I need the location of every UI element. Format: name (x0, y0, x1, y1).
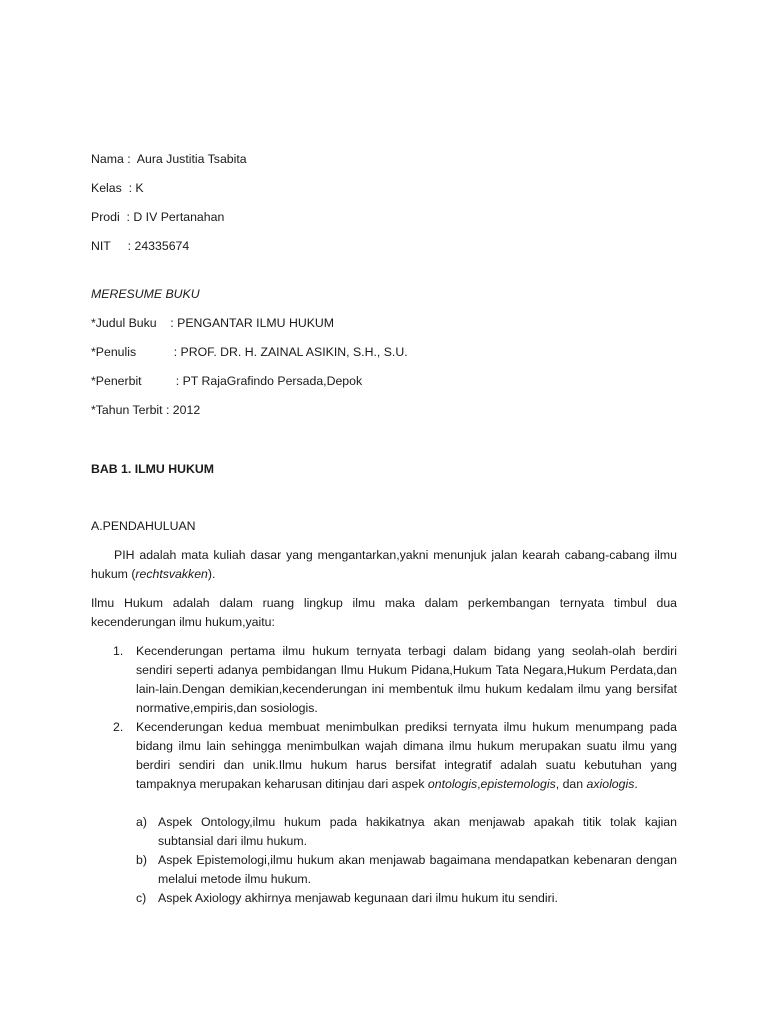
list-item-text: Aspek Axiology akhirnya menjawab kegunaan dari ilmu hukum itu sendiri. (158, 891, 558, 905)
list-marker: c) (136, 891, 147, 905)
list-item (91, 813, 677, 851)
lettered-list (91, 813, 677, 908)
list-item-text: Aspek Ontology,ilmu hukum pada hakikatnya akan menjawab apakah titik tolak kajian subtansial dari ilmu hukum. (158, 815, 677, 848)
list-item (91, 642, 677, 718)
list-item-text: Aspek Epistemologi,ilmu hukum akan menjawab bagaimana mendapatkan kebenaran dengan melalui metode ilmu hukum. (158, 853, 677, 886)
spacer (91, 266, 677, 285)
separator: , (477, 777, 481, 791)
scope-paragraph: Ilmu Hukum adalah dalam ruang lingkup ilmu maka dalam perkembangan ternyata timbul dua kecenderungan ilmu hukum,yaitu: (91, 596, 677, 629)
list-item (91, 889, 677, 908)
spacer (91, 632, 677, 642)
list-marker: a) (136, 815, 147, 829)
italic-term-axiologis: axiologis (586, 777, 635, 791)
list-marker: 2. (113, 720, 124, 734)
student-program: Prodi : D IV Pertanahan (91, 210, 225, 224)
intro-paragraph (91, 546, 677, 584)
list-item-text: Kecenderungan kedua membuat menimbulkan prediksi ternyata ilmu hukum menumpang pada bidang ilmu lain sehingga menimbulkan wajah dimana ilmu hukum merupakan suatu ilmu yang berdiri sendiri dan unik.Ilmu hukum harus bersifat integratif adalah suatu kebutuhan yang tampaknya merupakan keharusan ditinjau dari aspek (136, 720, 677, 791)
separator: , dan (555, 777, 587, 791)
resume-heading: MERESUME BUKU (91, 287, 200, 301)
list-item (91, 851, 677, 889)
spacer (91, 794, 677, 813)
spacer (91, 479, 677, 517)
intro-text-end: ). (207, 567, 216, 581)
list-item-text-end: . (634, 777, 638, 791)
list-item-text: Kecenderungan pertama ilmu hukum ternyata terbagi dalam bidang yang seolah-olah berdiri sendiri seperti adanya pembidangan Ilmu Hukum Pidana,Hukum Tata Negara,Hukum Perdata,dan lain-lain.Dengan demikian,kecenderungan ini membentuk ilmu hukum kedalam ilmu yang bersifat normative,empiris,dan sosiologis. (136, 644, 677, 715)
book-publisher-line: *Penerbit : PT RajaGrafindo Persada,Depok (91, 374, 363, 388)
intro-italic-term: rechtsvakken (135, 567, 208, 581)
list-item (91, 718, 677, 794)
book-author-line: *Penulis : PROF. DR. H. ZAINAL ASIKIN, S.H., S.U. (91, 345, 408, 359)
list-marker: b) (136, 853, 147, 867)
section-heading: A.PENDAHULUAN (91, 519, 196, 533)
document-body (91, 150, 677, 908)
book-title-line: *Judul Buku : PENGANTAR ILMU HUKUM (91, 316, 335, 330)
student-name: Nama : Aura Justitia Tsabita (91, 152, 247, 166)
numbered-list (91, 642, 677, 794)
intro-text: PIH adalah mata kuliah dasar yang mengantarkan,yakni menunjuk jalan kearah cabang-cabang ilmu hukum ( (91, 548, 677, 581)
student-class: Kelas : K (91, 181, 144, 195)
chapter-title: BAB 1. ILMU HUKUM (91, 462, 214, 476)
list-marker: 1. (113, 644, 124, 658)
italic-term-epistemologis: epistemologis (480, 777, 556, 791)
spacer (91, 584, 677, 594)
student-nit: NIT : 24335674 (91, 239, 190, 253)
spacer (91, 536, 677, 546)
italic-term-ontologis: ontologis (427, 777, 478, 791)
spacer (91, 430, 677, 460)
book-year-line: *Tahun Terbit : 2012 (91, 403, 201, 417)
